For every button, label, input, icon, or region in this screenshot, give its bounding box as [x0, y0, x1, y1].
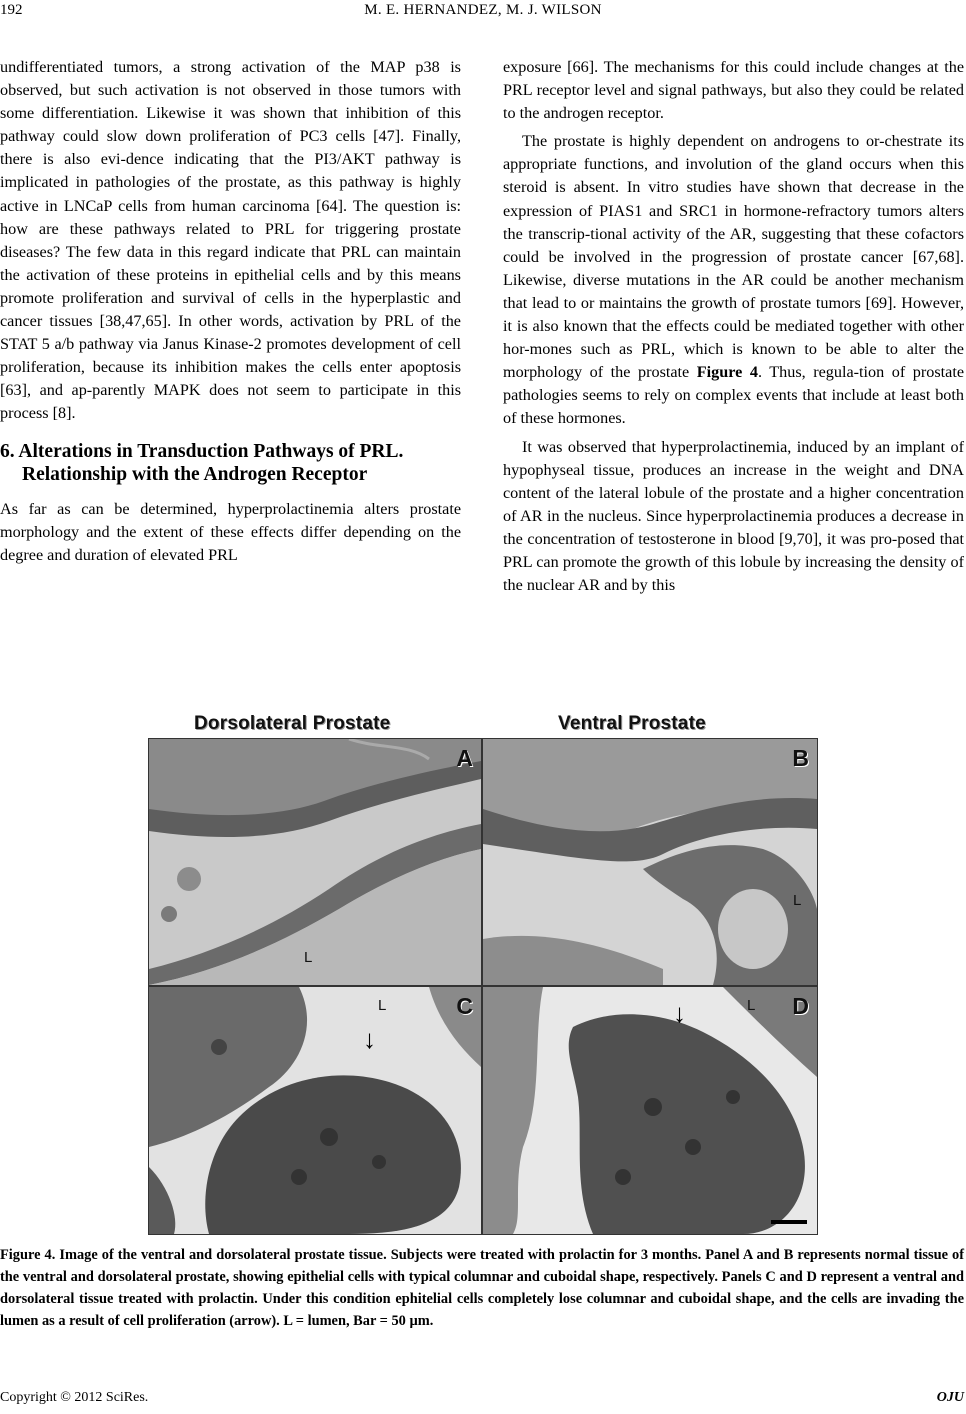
running-header-authors: M. E. HERNANDEZ, M. J. WILSON — [364, 2, 602, 18]
scale-bar — [771, 1220, 807, 1224]
panel-d — [482, 986, 818, 1235]
panel-b-lumen-label: L — [793, 892, 802, 909]
figure-caption: Figure 4. Image of the ventral and dorsolateral prostate tissue. Subjects were treated with prolactin for 3 months. Panel A and B represents normal tissue of the ventral and dorsolateral prostate, showing epithelial cells with typical columnar and cuboidal shape, respectively. Panels C and D represent a ventral and dorsolateral tissue treated with prolactin. Under this condition ephitelial cells completely lose columnar and cuboidal shape, and the cells are invading the lumen as a result of cell proliferation (arrow). L = lumen, Bar = 50 µm. — [0, 1247, 964, 1329]
panel-d-arrow-icon: ↓ — [673, 999, 686, 1028]
figure-4 — [148, 713, 820, 1235]
panel-a — [148, 738, 482, 986]
left-paragraph-2: As far as can be determined, hyperprolactinemia alters prostate morphology and the extent of these effects differ depending on the degree and duration of elevated PRL — [0, 499, 461, 564]
right-paragraph-3: It was observed that hyperprolactinemia, induced by an implant of hypophyseal tissue, produces an increase in the weight and DNA content of the lateral lobule of the prostate and a higher concentration of AR in the nucleus. Since hyperprolactinemia produces a decrease in the concentration of testosterone in blood [9,70], it was pro-posed that PRL can promote the growth of this lobule by increasing the density of the nuclear AR and by this — [503, 437, 964, 595]
footer-journal: OJU — [936, 1390, 964, 1405]
right-paragraph-2-text-b: . Thus, regula-tion of prostate pathologies seems to rely on complex events that include at least both of these hormones. — [503, 363, 964, 428]
footer-copyright: Copyright © 2012 SciRes. — [0, 1390, 149, 1405]
panel-c — [148, 986, 482, 1235]
panel-d-lumen-label: L — [747, 997, 756, 1014]
right-column — [503, 56, 964, 602]
panel-a-lumen-label: L — [304, 949, 313, 966]
panel-b-label: B — [792, 745, 809, 771]
panel-c-lumen-label: L — [378, 997, 387, 1014]
right-paragraph-2-text-a: The prostate is highly dependent on androgens to or-chestrate its appropriate functions, and involution of the gland occurs when this steroid is absent. In vitro studies have shown that decrease in the expression of PIAS1 and SRC1 in hormone-refractory tumors alters the transcrip-tional activity of the AR, suggesting that these cofactors could be involved in the progression of prostate cancer [67,68]. Likewise, diverse mutations in the AR could be another mechanism that lead to or maintains the growth of prostate tumors [69]. However, it is also known that the effects could be mediated together with other hor-mones such as PRL, which is known to be able to alter the morphology of the prostate — [503, 132, 964, 382]
panel-c-label: C — [456, 993, 473, 1019]
left-paragraph-1: undifferentiated tumors, a strong activation of the MAP p38 is observed, but such activation is not observed in those tumors with some differentiation. Likewise it was shown that inhibition of this pathway could slow down proliferation of PC3 cells [47]. Finally, there is also evi-dence indicating that the PI3/AKT pathway is implicated in pathologies of the prostate, as this pathway is highly active in LNCaP cells from human carcinoma [64]. The question is: how are these pathways related to PRL for triggering prostate diseases? The few data in this regard indicate that PRL can maintain the activation of these proteins in epithelial cells and by this means promote proliferation and survival of cells in the hyperplastic and cancer tissues [38,47,65]. In other words, activation by PRL of the STAT 5 a/b pathway via Janus Kinase-2 promotes development of cell proliferation, because its inhibition makes the cells enter apoptosis [63], and ap-parently MAPK does not seem to participate in this process [8]. — [0, 58, 461, 423]
panel-b-micrograph — [483, 739, 817, 985]
micrograph-panels — [148, 738, 820, 1235]
section-heading: 6. Alterations in Transduction Pathways of PRL. Relationship with the Androgen Receptor — [0, 440, 404, 485]
heading-ventral: Ventral Prostate — [558, 713, 706, 734]
panel-c-micrograph — [149, 987, 481, 1234]
panel-d-micrograph — [483, 987, 817, 1234]
heading-dorsolateral: Dorsolateral Prostate — [194, 713, 391, 734]
panel-a-micrograph — [149, 739, 481, 985]
left-column — [0, 56, 461, 572]
panel-c-arrow-icon: ↓ — [363, 1025, 376, 1054]
panel-b — [482, 738, 818, 986]
panel-d-label: D — [792, 993, 809, 1019]
page-number: 192 — [0, 2, 23, 18]
right-paragraph-1: exposure [66]. The mechanisms for this could include changes at the PRL receptor level and signal pathways, but also they could be related to the androgen receptor. — [503, 58, 964, 123]
right-paragraph-2 — [503, 130, 964, 430]
figure-reference: Figure 4 — [696, 363, 758, 382]
panel-a-label: A — [456, 745, 473, 771]
